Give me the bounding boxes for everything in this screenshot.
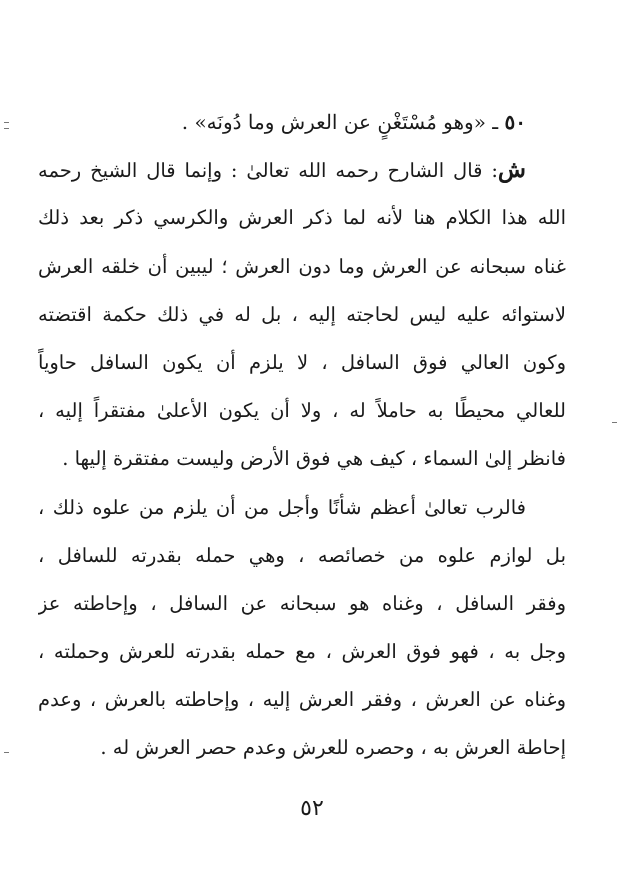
commentary-marker: ش — [497, 156, 526, 184]
edge-mark — [4, 128, 9, 129]
paragraph-line: بل لوازم علوه من خصائصه ، وهي حمله بقدرته للسافل ، — [38, 543, 566, 567]
commentary-line: غناه سبحانه عن العرش وما دون العرش ؛ ليبين أن خلقه العرش — [38, 254, 566, 278]
paragraph-line: إحاطة العرش به ، وحصره للعرش وعدم حصر العرش له . — [100, 736, 566, 760]
paragraph-line: وجل به ، فهو فوق العرش ، مع حمله بقدرته للعرش وحملته ، — [38, 640, 566, 664]
paragraph-line: وغناه عن العرش ، وفقر العرش إليه ، وإحاطته بالعرش ، وعدم — [38, 688, 566, 712]
edge-mark — [4, 752, 9, 753]
paragraph-line: وفقر السافل ، وغناه هو سبحانه عن السافل ، وإحاطته عز — [38, 591, 566, 615]
section-number: ٥٠ — [504, 110, 526, 134]
section-heading — [38, 98, 566, 146]
commentary-line: لاستوائه عليه ليس لحاجته إليه ، بل له في ذلك حكمة اقتضته — [38, 302, 566, 326]
commentary-text: : قال الشارح رحمه الله تعالىٰ : وإنما قال الشيخ رحمه — [38, 159, 498, 183]
commentary-line: وكون العالي فوق السافل ، لا يلزم أن يكون السافل حاوياً — [38, 350, 566, 374]
commentary-line: الله هذا الكلام هنا لأنه لما ذكر العرش والكرسي ذكر بعد ذلك — [38, 206, 566, 230]
edge-mark — [612, 422, 617, 423]
page-text — [38, 98, 566, 773]
edge-mark — [4, 122, 9, 123]
paragraph-line: فالرب تعالىٰ أعظم شأنًا وأجل من أن يلزم من علوه ذلك ، — [38, 495, 526, 519]
section-title: ـ «وهو مُسْتَغْنٍ عن العرش وما دُونَه» . — [181, 110, 499, 134]
page-number: ٥٢ — [300, 796, 324, 821]
commentary-line: فانظر إلىٰ السماء ، كيف هي فوق الأرض وليست مفتقرة إليها . — [62, 447, 566, 471]
commentary-line — [38, 146, 566, 194]
commentary-line: للعالي محيطًا به حاملاً له ، ولا أن يكون الأعلىٰ مفتقراً إليه ، — [38, 399, 566, 423]
